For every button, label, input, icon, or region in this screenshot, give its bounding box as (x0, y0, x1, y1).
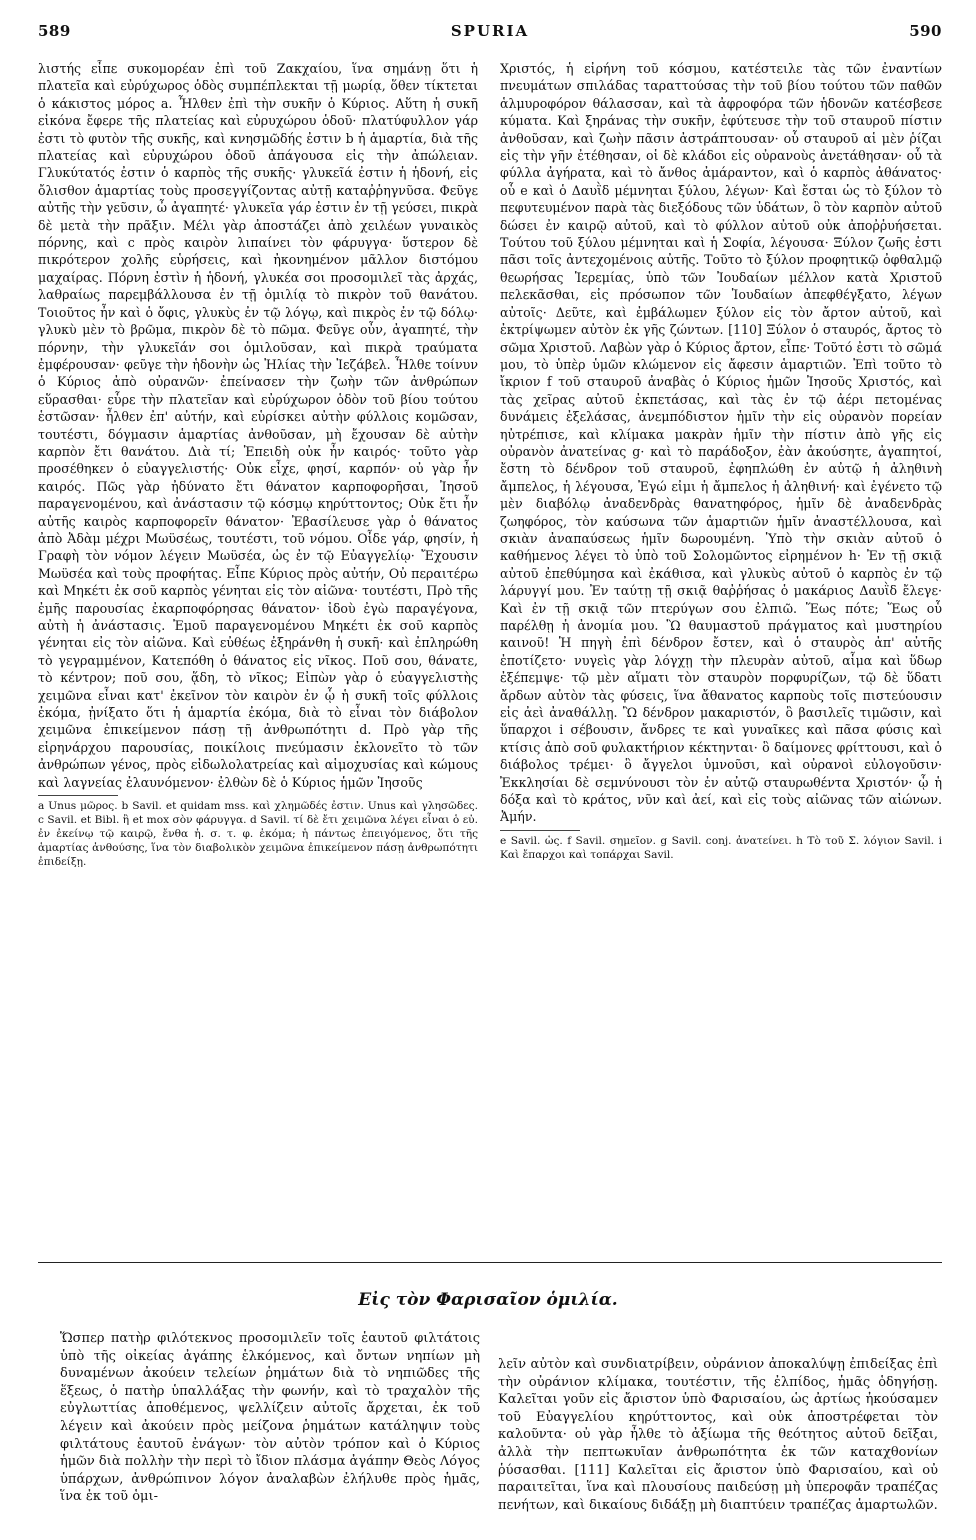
left-column-text: λιστής εἶπε συκομορέαν ἐπὶ τοῦ Ζακχαίου, ἵνα σημάνῃ ὅτι ἡ πλατεῖα καὶ εὐρύχωρος ὁδὸς συμπέπλεκται τῇ μωρίᾳ, ὅθεν τίκτεται ὁ κάκιστος μόρος a. Ἦλθεν ἐπὶ τὴν συκῆν ὁ Κύριος. Αὕτη ἡ συκῆ εἰκόνα ἔφερε τῆς πλατείας καὶ εὐρυχώρου ὁδοῦ· πλατύφυλλον γάρ ἐστι τὸ φυτὸν τῆς συκῆς, καὶ κνησμῶδής ἐστιν b ἡ ἁμαρτία, διὰ τῆς πλατείας καὶ εὐρυχώρου ὁδοῦ ἀπάγουσα εἰς τὴν ἀπώλειαν. Γλυκύτατός ἐστιν ὁ καρπὸς τῆς συκῆς· γλυκεῖά ἐστιν ἡ ἡδονή, εἰς ὄλισθον ἁμαρτίας τοὺς προσεγγίζοντας αὐτῇ καταῤῥηγνῦσα. Φεῦγε αὐτῆς τὴν γεῦσιν, ὦ ἀγαπητέ· γλυκεῖα γάρ ἐστιν ἐν τῇ γεύσει, πικρὰ δὲ μετὰ τὴν πρᾶξιν. Μέλι γὰρ ἀποστάζει ἀπὸ χειλέων γυναικὸς πόρνης, καὶ c πρὸς καιρὸν λιπαίνει τὸν φάρυγγα· ὕστερον δὲ πικρότερον χολῆς εὑρήσεις, καὶ ἠκονημένον μᾶλλον διστόμου μαχαίρας. Πόρνη ἐστὶν ἡ ἡδονή, γλυκέα σοι προσομιλεῖ τὰς ἀρχάς, λαθραίως παρεμβάλλουσα ἐν τῇ ὁμιλίᾳ τὸ πικρὸν τοῦ θανάτου. Τοιοῦτος ἦν καὶ ὁ ὄφις, γλυκὺς ἐν τῷ λόγῳ, καὶ πικρὸς ἐν τῷ δόλῳ· γλυκὺ μὲν τὸ βρῶμα, πικρὸν δὲ τὸ πῶμα. Φεῦγε οὖν, ἀγαπητέ, τὴν πόρνην, τὴν γλυκεῖάν σοι ὁμιλοῦσαν, καὶ πικρὰ τραύματα ἐμφέρουσαν· φεῦγε τὴν ἡδονὴν ὡς Ἠλίας τὴν Ἰεζάβελ. Ἦλθε τοίνυν ὁ Κύριος ἀπὸ οὐρανῶν· ἐπείνασεν τὴν ζωὴν τῶν ἀνθρώπων εὕρασθαι· εὗρε τὴν πλατεῖαν καὶ εὐρύχωρον ὁδὸν τοῦ βίου τούτου ἑστῶσαν· ἦλθεν ἐπ' αὐτήν, καὶ εὑρίσκει αὐτὴν φύλλοις κομῶσαν, τουτέστι, δόγμασιν ἁμαρτίας ἀνθοῦσαν, μὴ ἔχουσαν δὲ αὐτὴν καρπὸν ἔτι θανάτου. Διὰ τί; Ἐπειδὴ οὐκ ἦν καιρός· τοῦτο γὰρ προσέθηκεν ὁ εὐαγγελιστής· Οὐκ εἶχε, φησί, καρπόν· οὐ γὰρ ἦν καιρός. Πῶς γὰρ ἠδύνατο ἔτι θάνατον καρποφορῆσαι, Ἰησοῦ παραγενομένου, καὶ ἀνάστασιν τῷ κόσμῳ κηρύττοντος; Οὐκ ἔτι ἦν αὐτῆς καιρὸς καρποφορεῖν θάνατον· Ἐβασίλευσε γὰρ ὁ θάνατος ἀπὸ Ἀδὰμ μέχρι Μωϋσέως, τουτέστι, τοῦ νόμου. Οἶδε γάρ, φησίν, ἡ Γραφὴ τὸν νόμον λέγειν Μωϋσέα, ὡς ἐν τῷ Εὐαγγελίῳ· Ἔχουσιν Μωϋσέα καὶ τοὺς προφήτας. Εἶπε Κύριος πρὸς αὐτήν, Οὐ περαιτέρω καὶ Μηκέτι ἐκ σοῦ καρπὸς γένηται εἰς τὸν αἰῶνα· τουτέστι, Πρὸ τῆς ἐμῆς παρουσίας ἐκαρποφόρησας θάνατον· ἰδοὺ ἐγὼ παραγέγονα, αὐτὴ ἡ ἀνάστασις. Ἐμοῦ παραγενομένου Μηκέτι ἐκ σοῦ καρπὸς γένηται εἰς τὸν αἰῶνα. Καὶ εὐθέως ἐξηράνθη ἡ συκῆ· καὶ ἐπληρώθη τὸ γεγραμμένον, Κατεπόθη ὁ θάνατος εἰς νῖκος. Ποῦ σου, θάνατε, τὸ κέντρον; ποῦ σου, ᾅδη, τὸ νῖκος; Εἰπὼν γὰρ ὁ εὐαγγελιστὴς χειμῶνα εἶναι κατ' ἐκεῖνον τὸν καιρὸν ἐν ᾧ ἡ συκῆ τοῖς φύλλοις ἐκόμα, ᾐνίξατο ὅτι ἡ ἁμαρτία ἐκόμα, διὰ τὸ εἶναι τὸν διάβολον χειμῶνα ἐπικείμενον πάσῃ τῇ ἀνθρωπότητι d. Πρὸ γὰρ τῆς εἰρηνάρχου παρουσίας, ποικίλοις πνεύμασιν ἐκλονεῖτο τὸ τῶν ἀνθρώπων γένος, πρὸς εἰδωλολατρείας καὶ αἱμοχυσίας καὶ κώμους καὶ λαγνείας ἐλαυνόμενον· ἐλθὼν δὲ ὁ Κύριος ἡμῶν Ἰησοῦς (38, 61, 478, 790)
left-footnotes: a Unus μῶρος. b Savil. et quidam mss. καὶ χλημῶδές ἐστιν. Unus καὶ γλησῶδες. c Savil. et Bibl. ἢ et mox σὸν φάρυγγα. d Savil. τί δὲ ἔτι χειμῶνα λέγει εἶναι ὁ εὐ. ἐν ἐκείνῳ τῷ καιρῷ, ἔνθα ἡ. σ. τ. φ. ἐκόμα; ἡ πάντως ἐπειγόμενος, ὅτι τῆς ἁμαρτίας ἀνθούσης, ἵνα τὸν διαβολικὸν χειμῶνα ἐπικείμενον πάσῃ ἀνθρωπότητι ἐπιδείξῃ. (38, 800, 478, 869)
section-left-text: Ὥσπερ πατὴρ φιλότεκνος προσομιλεῖν τοῖς ἑαυτοῦ φιλτάτοις ὑπὸ τῆς οἰκείας ἀγάπης ἑλκόμενος, καὶ ὄντων νηπίων μὴ δυναμένων ἀκούειν τελείων ῥημάτων διὰ τὸ νηπιῶδες τῆς ἕξεως, ὁ πατὴρ ὑπαλλάξας τὴν φωνήν, καὶ τὸ τραχαλὸν τῆς εὐγλωττίας ἀποθέμενος, ψελλίζειν αὐτοῖς ἄρχεται, ἐκ τοῦ λέγειν καὶ ἀκούειν πρὸς μείζονα ῥημάτων κατάληψιν τοὺς φιλτάτους ἑαυτοῦ ἐνάγων· τὸν αὐτὸν τρόπον καὶ ὁ Κύριος ἡμῶν διὰ πολλὴν τὴν περὶ τὸ ἴδιον πλάσμα ἀγάπην Θεὸς Λόγος ὑπάρχων, ἀνθρώπινον λόγον ἀναλαβὼν ἐλήλυθε πρὸς ἡμᾶς, ἵνα ἐκ τοῦ ὁμι- (60, 1331, 480, 1505)
page-number-left: 589 (38, 22, 71, 40)
section-title: Εἰς τὸν Φαρισαῖον ὁμιλία. (358, 1290, 618, 1310)
section-right-column (498, 1356, 938, 1536)
right-footnotes: e Savil. ὡς. f Savil. σημεῖον. g Savil. conj. ἀνατείνει. h Τὸ τοῦ Σ. λόγιον Savil. i Καὶ ἔπαρχοι καὶ τοπάρχαι Savil. (500, 834, 942, 861)
page-number-right: 590 (909, 22, 942, 40)
page-header (38, 22, 942, 42)
section-divider (38, 1262, 942, 1263)
section-right-text: λεῖν αὐτὸν καὶ συνδιατρίβειν, οὐράνιον ἀποκαλύψῃ ἐπιδείξας ἐπὶ τὴν οὐράνιον κλίμακα, τουτέστιν, τῆς ἐλπίδος, ἡμᾶς ὁδηγήσῃ. Καλεῖται γοῦν εἰς ἄριστον ὑπὸ Φαρισαίου, ὡς ἀρτίως ἠκούσαμεν τοῦ Εὐαγγελίου κηρύττοντος, καὶ οὐκ ἀποστρέφεται τὸν καλοῦντα· οὐ γὰρ ἦλθε τὸ ἀξίωμα τῆς θεότητος αὐτοῦ δεῖξαι, ἀλλὰ τὴν πεπτωκυῖαν ἀνθρωπότητα ἐκ τῶν καταχθονίων ῥύσασθαι. [111] Καλεῖται εἰς ἄριστον ὑπὸ Φαρισαίου, καὶ οὐ παραιτεῖται, ἵνα καὶ πλουσίους παιδεύσῃ μὴ ὑπεροφᾶν τραπέζας πενήτων, καὶ δικαίους διδάξῃ μὴ διαπτύειν τραπέζας ἁμαρτωλῶν. (498, 1357, 938, 1513)
running-title: SPURIA (450, 22, 530, 40)
section-left-column (60, 1330, 480, 1530)
footnote-separator (500, 830, 580, 831)
right-column (500, 60, 942, 1100)
left-column (38, 60, 478, 1060)
footnote-separator (38, 795, 118, 796)
right-column-text: Χριστός, ἡ εἰρήνη τοῦ κόσμου, κατέστειλε τὰς τῶν ἐναντίων πνευμάτων σπιλάδας ταραττούσας τὴν τοῦ βίου τούτου τῶν παθῶν ἁλμυροφόρον θάλασσαν, καὶ τὰ ἀφροφόρα τῶν ἡδονῶν κατέσβεσε κύματα. Καὶ ξηράνας τὴν συκῆν, ἐφύτευσε τὴν τοῦ σταυροῦ πίστιν ἀνθοῦσαν, καὶ ζωὴν πᾶσιν ἀστράπτουσαν· οὗ σταυροῦ αἱ μὲν ῥίζαι εἰς τὴν γῆν ἐτέθησαν, οἱ δὲ κλάδοι εἰς οὐρανοὺς ἀνετάθησαν· οὗ τὰ φύλλα ἀγήρατα, καὶ τὸ ἄνθος ἀμάραντον, καὶ ὁ καρπὸς ἀθάνατος· οὗ e καὶ ὁ Δαυῒδ μέμνηται ξύλου, λέγων· Καὶ ἔσται ὡς τὸ ξύλον τὸ πεφυτευμένον παρὰ τὰς διεξόδους τῶν ὑδάτων, ὃ τὸν καρπὸν αὐτοῦ δώσει ἐν καιρῷ αὐτοῦ, καὶ τὸ φύλλον αὐτοῦ οὐκ ἀποῤῥυήσεται. Τούτου τοῦ ξύλου μέμνηται καὶ ἡ Σοφία, λέγουσα· Ξύλον ζωῆς ἐστι πᾶσι τοῖς ἀντεχομένοις αὐτῆς. Τοῦτο τὸ ξύλον προφητικῷ ὀφθαλμῷ θεωρήσας Ἱερεμίας, ὑπὸ τῶν Ἰουδαίων μέλλον κατὰ Χριστοῦ πελεκᾶσθαι, εἰς πρόσωπον τῶν Ἰουδαίων ἀπεφθέγξατο, λέγων αὐτοῖς· Δεῦτε, καὶ ἐμβάλωμεν ξύλον εἰς τὸν ἄρτον αὐτοῦ, καὶ ἐκτρίψωμεν αὐτὸν ἐκ γῆς ζώντων. [110] Ξύλον ὁ σταυρός, ἄρτος τὸ σῶμα Χριστοῦ. Λαβὼν γὰρ ὁ Κύριος ἄρτον, εἶπε· Τοῦτό ἐστι τὸ σῶμά μου, τὸ ὑπὲρ ὑμῶν κλώμενον εἰς ἄφεσιν ἁμαρτιῶν. Ἐπὶ τοῦτο τὸ ἴκριον f τοῦ σταυροῦ ἀναβὰς ὁ Κύριος ἡμῶν Ἰησοῦς Χριστός, καὶ τὰς χεῖρας αὐτοῦ ἐκπετάσας, καὶ τὰς ἐν τῷ ἀέρι πετομένας δυνάμεις ἐξελάσας, ἀνεμπόδιστον ἡμῖν τὴν εἰς οὐρανὸν πορείαν ηὐτρέπισε, καὶ κλίμακα μακρὰν ἡμῖν τὴν πίστιν ἀπὸ γῆς εἰς οὐρανὸν ἀνατείνας g· καὶ τὸ παράδοξον, ἐὰν ἀκούσητε, ἀγαπητοί, ἔστη τὸ δένδρον τοῦ σταυροῦ, ἐφηπλώθη ἐν αὐτῷ ἡ ἀληθινὴ ἄμπελος, ἡ λέγουσα, Ἐγώ εἰμι ἡ ἄμπελος ἡ ἀληθινή· καὶ ἐγένετο τῷ μὲν διαβόλῳ ἀναδενδρὰς θανατηφόρος, ἡμῖν δὲ ἀναδενδρὰς ζωηφόρος, τὸν καύσωνα τῶν ἁμαρτιῶν ἡμῖν ἀναστέλλουσα, καὶ σκιὰν ἀναπαύσεως ἡμῖν δωρουμένη. Ὑπὸ τὴν σκιὰν αὐτοῦ ὁ καθήμενος λέγει τὸ ὑπὸ τοῦ Σολομῶντος εἰρημένον h· Ἐν τῇ σκιᾷ αὐτοῦ ἐπεθύμησα καὶ ἐκάθισα, καὶ γλυκὺς αὐτοῦ ὁ καρπὸς ἐν τῷ λάρυγγί μου. Ἐν ταύτῃ τῇ σκιᾷ θαῤῥήσας ὁ μακάριος Δαυῒδ ἔλεγε· Καὶ ἐν τῇ σκιᾷ τῶν πτερύγων σου ἐλπιῶ. Ἕως πότε; Ἕως οὗ παρέλθῃ ἡ ἀνομία μου. Ὢ θαυμαστοῦ πράγματος καὶ μυστηρίου καινοῦ! Ἡ πηγὴ ἐπὶ δένδρον ἔστεν, καὶ ὁ σταυρὸς ἀπ' αὐτῆς ἐποτίζετο· νυγεὶς γὰρ λόγχῃ τὴν πλευρὰν αὐτοῦ, αἷμα καὶ ὕδωρ ἐξέπεμψε· τῷ μὲν αἵματι τὸν σταυρὸν πορφυρίζων, τῷ δὲ ὕδατι ἄρδων αὐτὸν τὰς φύσεις, ἵνα ἄθανατος καρποὺς τοῖς πιστεύουσιν εἰς ἀεὶ ἀναθάλλῃ. Ὢ δένδρον μακαριστόν, ὃ βασιλεῖς τιμῶσιν, καὶ ὕπαρχοι i σέβουσιν, ἄνδρες τε καὶ γυναῖκες καὶ πᾶσα φύσις καὶ κτίσις ἀπὸ σοῦ φυλακτήριον κέκτηνται· ὃ δαίμονες φρίττουσι, καὶ ὁ διάβολος τρέμει· ὃ ἄγγελοι ὑμνοῦσι, καὶ οὐρανοὶ εὐλογοῦσιν· Ἐκκλησίαι δὲ σεμνύνουσι τὸν ἐν αὐτῷ σταυρωθέντα Χριστόν· ᾧ ἡ δόξα καὶ τὸ κράτος, νῦν καὶ ἀεί, καὶ εἰς τοὺς αἰῶνας τῶν αἰώνων. Ἀμήν. (500, 61, 942, 825)
